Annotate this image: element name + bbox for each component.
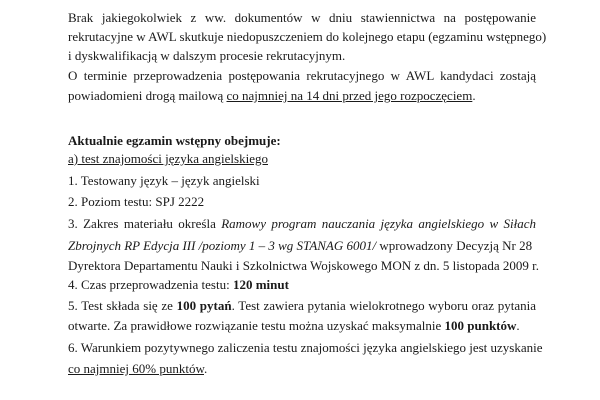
item-5-text-d: otwarte. Za prawidłowe rozwiązanie testu można uzyskać maksymalnie [68,318,445,333]
item-3-rest: wprowadzony Decyzją Nr 28 [376,238,533,253]
item-4-text: 4. Czas przeprowadzenia testu: [68,277,233,292]
item-5-max-points: 100 punktów [444,318,517,333]
item-3-italic-1: Ramowy program nauczania języka angielskiego w Siłach [221,216,536,231]
intro-line-1: Brak jakiegokolwiek z ww. dokumentów w dniu stawiennictwa na postępowanie [68,10,536,25]
intro-line-5-text: powiadomieni drogą mailową [68,88,227,103]
item-6-line-1: 6. Warunkiem pozytywnego zaliczenia testu znajomości języka angielskiego jest uzyskanie [68,340,543,355]
item-3-line-2 [68,238,532,254]
item-5-text-c: . Test zawiera pytania wielokrotnego wyboru oraz pytania [231,298,536,313]
item-2: 2. Poziom testu: SPJ 2222 [68,194,205,209]
intro-line-4: O terminie przeprowadzenia postępowania rekrutacyjnego w AWL kandydaci zostają [68,68,536,83]
item-6-end: . [204,361,208,376]
intro-line-2: rekrutacyjne w AWL skutkuje niedopuszczeniem do kolejnego etapu (egzaminu wstępnego) [68,29,547,44]
item-3-line-3: Dyrektora Departamentu Nauki i Szkolnictwa Wojskowego MON z dn. 5 listopada 2009 r. [68,258,539,273]
item-1: 1. Testowany język – język angielski [68,173,260,188]
item-3-italic-2: Zbrojnych RP Edycja III /poziomy 1 – 3 wg STANAG 6001/ [68,238,377,253]
intro-line-5-end: . [472,88,476,103]
intro-deadline-underlined: co najmniej na 14 dni przed jego rozpoczęciem [226,88,473,103]
item-5-line-2 [68,318,520,334]
item-6-line-2 [68,361,207,377]
section-subheading: a) test znajomości języka angielskiego [68,151,268,166]
section-heading: Aktualnie egzamin wstępny obejmuje: [68,133,281,148]
item-3-text: 3. Zakres materiału określa [68,216,222,231]
item-5-text-f: . [516,318,520,333]
intro-line-3: i dyskwalifikacją w dalszym procesie rekrutacyjnym. [68,48,346,63]
item-5-text-a: 5. Test składa się ze [68,298,177,313]
item-5-question-count: 100 pytań [176,298,232,313]
item-6-threshold: co najmniej 60% punktów [68,361,204,376]
intro-line-5 [68,88,476,104]
item-4 [68,277,289,293]
item-5-line-1 [68,298,536,314]
item-4-duration: 120 minut [232,277,289,292]
item-3-line-1 [68,216,536,232]
